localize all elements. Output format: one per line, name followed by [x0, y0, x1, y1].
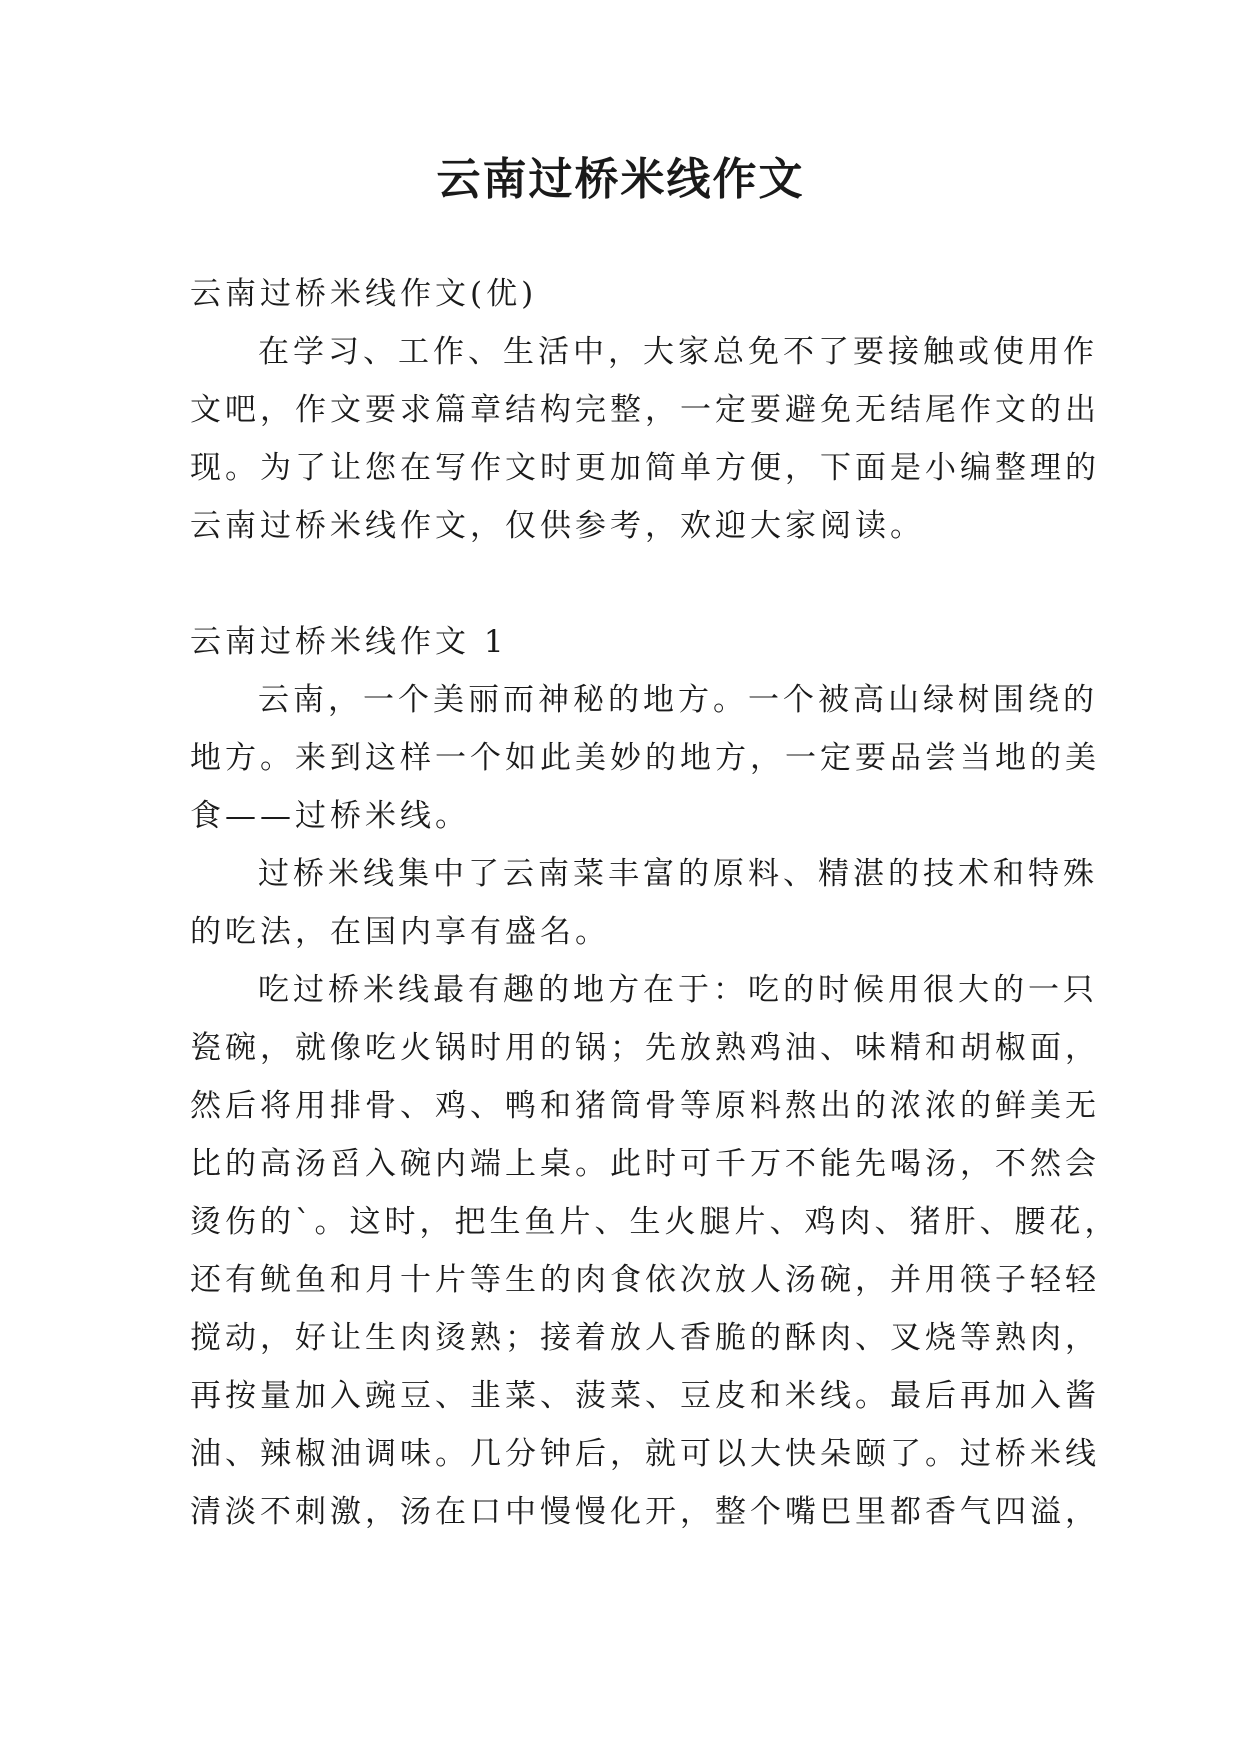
document-title: 云南过桥米线作文 [436, 154, 805, 205]
text-line: 搅动，好让生肉烫熟；接着放人香脆的酥肉、叉烧等熟肉， [190, 1320, 1100, 1356]
text-line: 食——过桥米线。 [190, 798, 470, 834]
text-line: 云南过桥米线作文，仅供参考，欢迎大家阅读。 [190, 508, 925, 544]
text-line: 瓷碗，就像吃火锅时用的锅；先放熟鸡油、味精和胡椒面， [190, 1030, 1100, 1066]
text-line: 吃过桥米线最有趣的地方在于：吃的时候用很大的一只 [258, 972, 1098, 1008]
text-line: 烫伤的`。这时，把生鱼片、生火腿片、鸡肉、猪肝、腰花， [190, 1204, 1120, 1240]
text-line: 云南过桥米线作文(优) [190, 276, 538, 312]
document-body [190, 265, 1120, 1541]
text-line: 再按量加入豌豆、韭菜、菠菜、豆皮和米线。最后再加入酱 [190, 1378, 1100, 1414]
text-line: 清淡不刺激，汤在口中慢慢化开，整个嘴巴里都香气四溢， [190, 1494, 1100, 1530]
text-line: 云南，一个美丽而神秘的地方。一个被高山绿树围绕的 [258, 682, 1098, 718]
paragraph-gap [190, 555, 1052, 613]
text-line: 在学习、工作、生活中，大家总免不了要接触或使用作 [258, 334, 1098, 370]
text-line: 地方。来到这样一个如此美妙的地方，一定要品尝当地的美 [190, 740, 1100, 776]
text-line: 的吃法，在国内享有盛名。 [190, 914, 610, 950]
text-line: 比的高汤舀入碗内端上桌。此时可千万不能先喝汤，不然会 [190, 1146, 1100, 1182]
text-line: 油、辣椒油调味。几分钟后，就可以大快朵颐了。过桥米线 [190, 1436, 1100, 1472]
text-line: 云南过桥米线作文 1 [190, 624, 508, 660]
text-line: 然后将用排骨、鸡、鸭和猪筒骨等原料熬出的浓浓的鲜美无 [190, 1088, 1100, 1124]
text-line: 还有鱿鱼和月十片等生的肉食依次放人汤碗，并用筷子轻轻 [190, 1262, 1100, 1298]
text-line: 过桥米线集中了云南菜丰富的原料、精湛的技术和特殊 [258, 856, 1098, 892]
text-line: 现。为了让您在写作文时更加简单方便，下面是小编整理的 [190, 450, 1100, 486]
text-line: 文吧，作文要求篇章结构完整，一定要避免无结尾作文的出 [190, 392, 1100, 428]
